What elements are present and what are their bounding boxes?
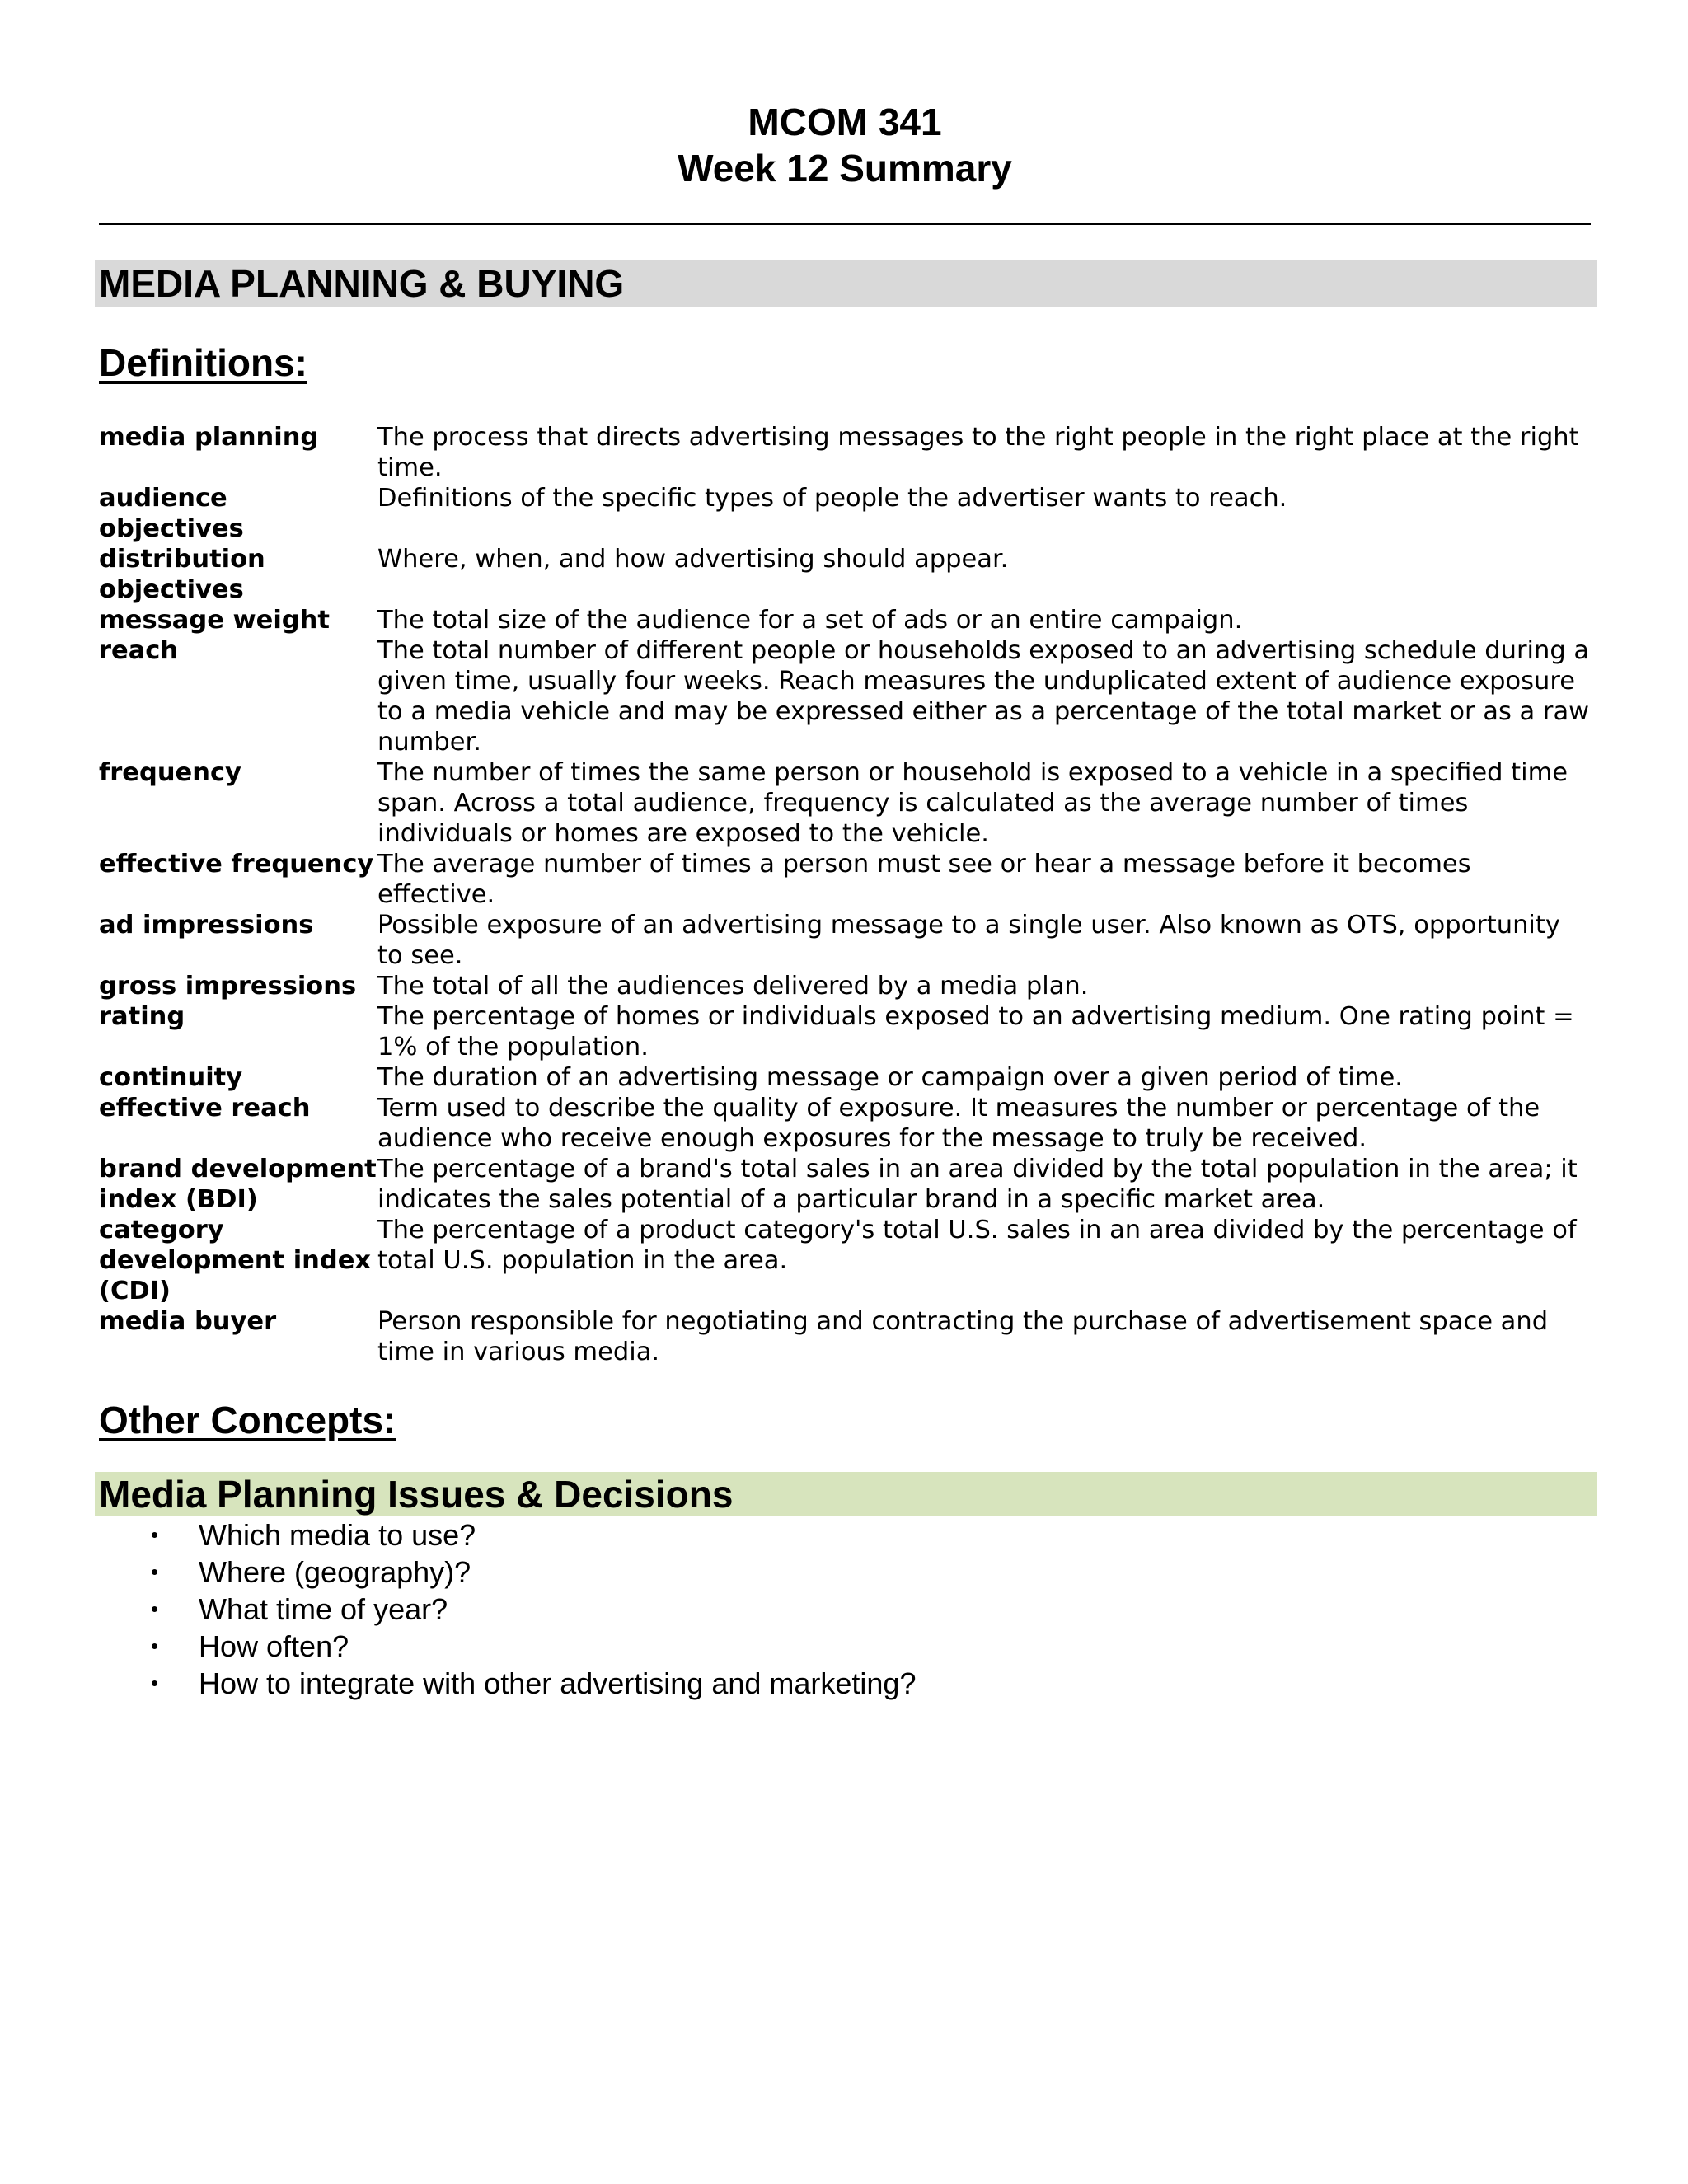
section-title: MEDIA PLANNING & BUYING (95, 260, 1597, 307)
other-concepts-heading: Other Concepts: (99, 1399, 396, 1441)
list-item (99, 1516, 1591, 1554)
definition-text: Possible exposure of an advertising message to a single user. Also known as OTS, opportunity to see. (377, 911, 1560, 970)
definition-row (99, 422, 1591, 483)
definition-row (99, 910, 1591, 971)
definition-text: The duration of an advertising message or campaign over a given period of time. (377, 1063, 1403, 1092)
bullet-icon: • (151, 1671, 159, 1695)
definition-row (99, 483, 1591, 544)
definition-row (99, 605, 1591, 635)
definition-text: Term used to describe the quality of exposure. It measures the number or percentage of the audience who receive enough exposures for the message to truly be received. (377, 1094, 1540, 1153)
definition-text: The total of all the audiences delivered by a media plan. (377, 972, 1089, 1001)
definition-text: Person responsible for negotiating and contracting the purchase of advertisement space and time in various media. (377, 1307, 1549, 1366)
definition-row (99, 1093, 1591, 1154)
bullet-icon: • (151, 1559, 159, 1584)
definition-term: effective reach (99, 1094, 311, 1122)
issues-list (99, 1516, 1591, 1702)
definitions-heading: Definitions: (99, 341, 307, 384)
definition-term: message weight (99, 606, 330, 635)
definition-term: continuity (99, 1063, 243, 1092)
definition-text: The process that directs advertising messages to the right people in the right place at the right time. (377, 423, 1579, 482)
header-divider (99, 223, 1591, 225)
list-item (99, 1628, 1591, 1665)
definition-term: frequency (99, 758, 241, 787)
definition-term: category development index (CDI) (99, 1216, 372, 1305)
definition-term: media buyer (99, 1307, 277, 1336)
definition-term: audience objectives (99, 484, 244, 543)
definition-text: The total number of different people or households exposed to an advertising schedule during a given time, usually four weeks. Reach measures the unduplicated extent of audience exposure to a media vehicle and may be expressed either as a percentage of the total market or as a raw number. (377, 636, 1590, 757)
definition-row (99, 1062, 1591, 1093)
list-item-text: How often? (199, 1629, 349, 1663)
definition-row (99, 544, 1591, 605)
bullet-icon: • (151, 1522, 159, 1547)
definition-row (99, 1215, 1591, 1306)
document-subtitle: Week 12 Summary (678, 147, 1012, 190)
definition-term: ad impressions (99, 911, 314, 940)
definition-text: The percentage of a brand's total sales in an area divided by the total population in the area; it indicates the sales potential of a particular brand in a specific market area. (377, 1155, 1578, 1214)
definition-row (99, 757, 1591, 849)
definition-row (99, 1001, 1591, 1062)
definition-term: brand development index (BDI) (99, 1155, 377, 1214)
list-item-text: Which media to use? (199, 1518, 476, 1552)
definition-row (99, 971, 1591, 1001)
definition-text: Where, when, and how advertising should appear. (377, 545, 1009, 574)
issues-banner: Media Planning Issues & Decisions (95, 1472, 1597, 1516)
course-title: MCOM 341 (748, 101, 942, 143)
definition-text: The percentage of homes or individuals exposed to an advertising medium. One rating point = 1% of the population. (377, 1002, 1574, 1062)
list-item (99, 1591, 1591, 1628)
list-item-text: What time of year? (199, 1592, 448, 1626)
bullet-icon: • (151, 1633, 159, 1658)
definition-term: gross impressions (99, 972, 357, 1001)
definition-text: The average number of times a person must see or hear a message before it becomes effective. (377, 850, 1471, 909)
definition-text: The number of times the same person or household is exposed to a vehicle in a specified time span. Across a total audience, frequency is calculated as the average number of times individuals or homes are exposed to the vehicle. (377, 758, 1568, 848)
definition-term: rating (99, 1002, 185, 1031)
definition-term: distribution objectives (99, 545, 265, 604)
definitions-table (99, 422, 1591, 1367)
definition-text: The percentage of a product category's total U.S. sales in an area divided by the percentage of total U.S. population in the area. (377, 1216, 1577, 1275)
definition-term: media planning (99, 423, 319, 452)
definition-text: Definitions of the specific types of people the advertiser wants to reach. (377, 484, 1287, 513)
document-page (99, 99, 1591, 1702)
definition-term: effective frequency (99, 850, 374, 879)
list-item (99, 1554, 1591, 1591)
definition-row (99, 1306, 1591, 1367)
definition-text: The total size of the audience for a set of ads or an entire campaign. (377, 606, 1243, 635)
definition-row (99, 849, 1591, 910)
list-item-text: How to integrate with other advertising and marketing? (199, 1666, 917, 1700)
bullet-icon: • (151, 1596, 159, 1621)
definition-row (99, 1154, 1591, 1215)
definition-term: reach (99, 636, 179, 665)
list-item-text: Where (geography)? (199, 1555, 471, 1589)
definition-row (99, 635, 1591, 757)
list-item (99, 1665, 1591, 1702)
